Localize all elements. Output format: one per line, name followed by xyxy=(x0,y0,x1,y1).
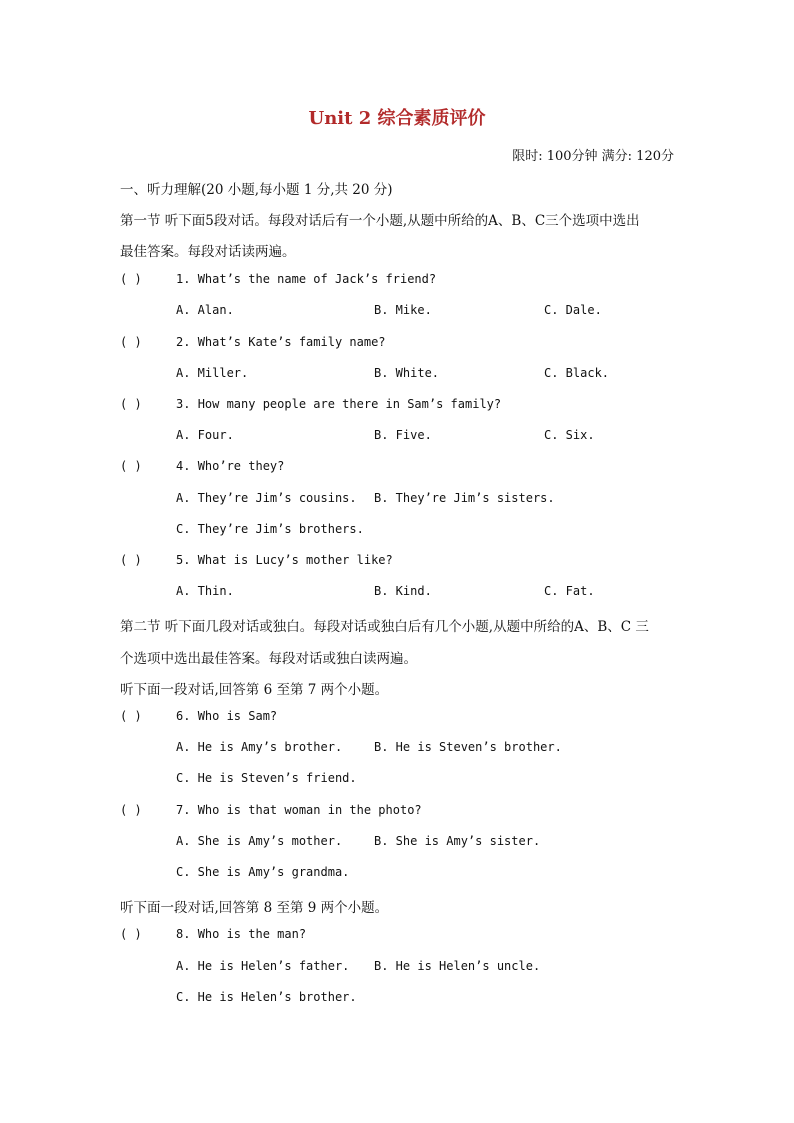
question-7 xyxy=(120,803,422,817)
option-c: C. They’re Jim’s brothers. xyxy=(176,522,364,536)
question-6 xyxy=(120,709,277,723)
option-c: C. He is Steven’s friend. xyxy=(176,771,357,785)
option-c: C. Black. xyxy=(544,366,610,380)
option-a: A. They’re Jim’s cousins. xyxy=(176,491,357,505)
option-b: B. White. xyxy=(374,366,440,380)
option-c: C. Dale. xyxy=(544,303,602,317)
answer-blank[interactable]: ( ) xyxy=(120,709,142,723)
answer-blank[interactable]: ( ) xyxy=(120,335,142,349)
part2-instructions-line1: 第二节 听下面几段对话或独白。每段对话或独白后有几个小题,从题中所给的A、B、C 三 xyxy=(120,619,649,635)
question-4 xyxy=(120,459,284,473)
answer-blank[interactable]: ( ) xyxy=(120,803,142,817)
option-c: C. Six. xyxy=(544,428,595,442)
question-text: Who’re they? xyxy=(197,459,285,473)
option-b: B. He is Steven’s brother. xyxy=(374,740,562,754)
question-text: What is Lucy’s mother like? xyxy=(197,553,393,567)
question-number: 6. xyxy=(176,709,191,723)
part2-instructions-line2: 个选项中选出最佳答案。每段对话或独白读两遍。 xyxy=(120,651,417,667)
question-text: How many people are there in Sam’s family? xyxy=(197,397,502,411)
option-a: A. He is Amy’s brother. xyxy=(176,740,343,754)
answer-blank[interactable]: ( ) xyxy=(120,459,142,473)
question-text: What’s Kate’s family name? xyxy=(197,335,386,349)
question-number: 4. xyxy=(176,459,191,473)
question-2 xyxy=(120,335,386,349)
question-number: 3. xyxy=(176,397,191,411)
option-c: C. He is Helen’s brother. xyxy=(176,990,357,1004)
time-score-info: 限时: 100分钟 满分: 120分 xyxy=(512,149,674,164)
answer-blank[interactable]: ( ) xyxy=(120,927,142,941)
option-a: A. Alan. xyxy=(176,303,234,317)
option-a: A. He is Helen’s father. xyxy=(176,959,350,973)
option-a: A. Four. xyxy=(176,428,234,442)
section-heading: 一、听力理解(20 小题,每小题 1 分,共 20 分) xyxy=(120,182,393,198)
answer-blank[interactable]: ( ) xyxy=(120,553,142,567)
question-text: Who is Sam? xyxy=(197,709,278,723)
instruction-q6-q7: 听下面一段对话,回答第 6 至第 7 两个小题。 xyxy=(120,682,389,698)
part1-instructions-line1: 第一节 听下面5段对话。每段对话后有一个小题,从题中所给的A、B、C三个选项中选出 xyxy=(120,213,640,229)
page-title: Unit 2 综合素质评价 xyxy=(308,108,486,129)
option-b: B. He is Helen’s uncle. xyxy=(374,959,541,973)
option-a: A. She is Amy’s mother. xyxy=(176,834,343,848)
instruction-q8-q9: 听下面一段对话,回答第 8 至第 9 两个小题。 xyxy=(120,900,389,916)
question-number: 1. xyxy=(176,272,191,286)
option-b: B. They’re Jim’s sisters. xyxy=(374,491,555,505)
question-8 xyxy=(120,927,306,941)
answer-blank[interactable]: ( ) xyxy=(120,397,142,411)
part1-instructions-line2: 最佳答案。每段对话读两遍。 xyxy=(120,244,296,260)
question-3 xyxy=(120,397,501,411)
question-number: 5. xyxy=(176,553,191,567)
question-number: 7. xyxy=(176,803,191,817)
question-5 xyxy=(120,553,393,567)
option-a: A. Miller. xyxy=(176,366,249,380)
question-text: Who is that woman in the photo? xyxy=(197,803,422,817)
question-1 xyxy=(120,272,436,286)
question-number: 2. xyxy=(176,335,191,349)
option-a: A. Thin. xyxy=(176,584,234,598)
answer-blank[interactable]: ( ) xyxy=(120,272,142,286)
option-b: B. Mike. xyxy=(374,303,432,317)
question-text: What’s the name of Jack’s friend? xyxy=(197,272,437,286)
option-c: C. She is Amy’s grandma. xyxy=(176,865,350,879)
question-text: Who is the man? xyxy=(197,927,307,941)
option-b: B. She is Amy’s sister. xyxy=(374,834,541,848)
option-b: B. Kind. xyxy=(374,584,432,598)
option-c: C. Fat. xyxy=(544,584,595,598)
option-b: B. Five. xyxy=(374,428,432,442)
question-number: 8. xyxy=(176,927,191,941)
